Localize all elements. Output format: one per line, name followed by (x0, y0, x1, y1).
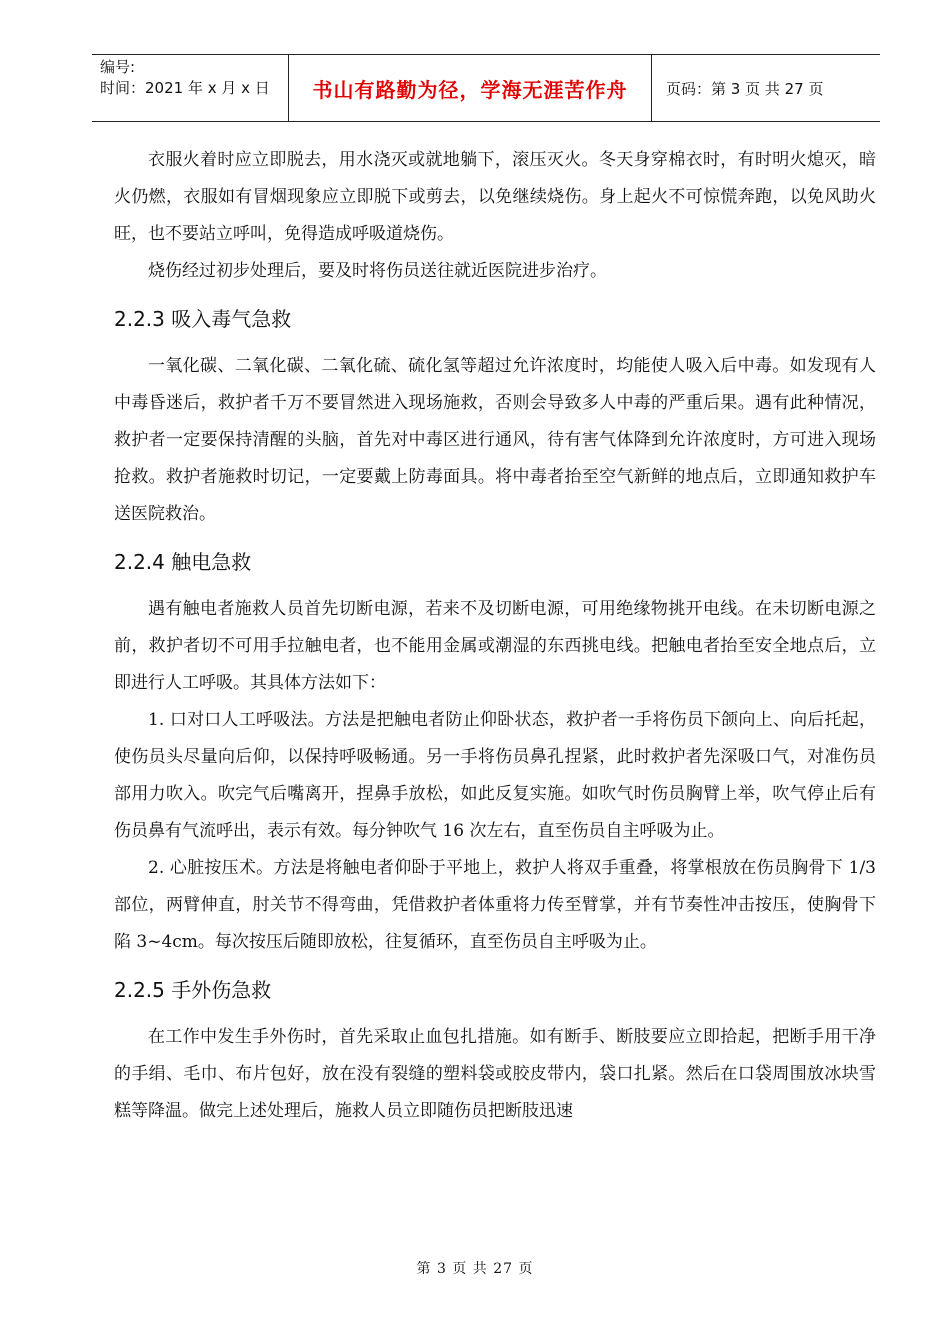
header-meta (92, 55, 288, 121)
document-number-label: 编号: (100, 58, 136, 76)
page-header (92, 54, 880, 122)
header-motto: 书山有路勤为径，学海无涯苦作舟 (312, 77, 628, 102)
header-motto-cell (288, 55, 652, 121)
section-heading-2-2-5: 2.2.5 手外伤急救 (114, 978, 272, 1002)
header-page-info-cell (652, 55, 880, 121)
paragraph: 2. 心脏按压术。方法是将触电者仰卧于平地上，救护人将双手重叠，将掌根放在伤员胸骨下 1/3 部位，两臂伸直，肘关节不得弯曲，凭借救护者体重将力传至臂掌，并有节奏性冲击按压，使胸骨下陷 3~4cm。每次按压后随即放松，往复循环，直至伤员自主呼吸为止。 (114, 858, 876, 952)
paragraph: 一氧化碳、二氧化碳、二氧化硫、硫化氢等超过允许浓度时，均能使人吸入后中毒。如发现有人中毒昏迷后，救护者千万不要冒然进入现场施救，否则会导致多人中毒的严重后果。遇有此种情况，救护者一定要保持清醒的头脑，首先对中毒区进行通风，待有害气体降到允许浓度时，方可进入现场抢救。救护者施救时切记，一定要戴上防毒面具。将中毒者抬至空气新鲜的地点后，立即通知救护车送医院救治。 (114, 356, 876, 524)
paragraph: 在工作中发生手外伤时，首先采取止血包扎措施。如有断手、断肢要应立即拾起，把断手用干净的手绢、毛巾、布片包好，放在没有裂缝的塑料袋或胶皮带内，袋口扎紧。然后在口袋周围放冰块雪糕等降温。做完上述处理后，施救人员立即随伤员把断肢迅速 (114, 1027, 876, 1121)
section-heading-2-2-3: 2.2.3 吸入毒气急救 (114, 307, 292, 331)
document-date: 时间：2021 年 x 月 x 日 (100, 79, 270, 97)
paragraph: 1. 口对口人工呼吸法。方法是把触电者防止仰卧状态，救护者一手将伤员下颌向上、向后托起，使伤员头尽量向后仰，以保持呼吸畅通。另一手将伤员鼻孔捏紧，此时救护者先深吸口气，对准伤员部用力吹入。吹完气后嘴离开，捏鼻手放松，如此反复实施。如吹气时伤员胸臂上举，吹气停止后有伤员鼻有气流呼出，表示有效。每分钟吹气 16 次左右，直至伤员自主呼吸为止。 (114, 710, 876, 841)
document-body (114, 142, 876, 1130)
paragraph: 烧伤经过初步处理后，要及时将伤员送往就近医院进步治疗。 (148, 261, 607, 281)
section-heading-2-2-4: 2.2.4 触电急救 (114, 550, 252, 574)
paragraph: 遇有触电者施救人员首先切断电源，若来不及切断电源，可用绝缘物挑开电线。在未切断电源之前，救护者切不可用手拉触电者，也不能用金属或潮湿的东西挑电线。把触电者抬至安全地点后，立即进行人工呼吸。其具体方法如下： (114, 599, 876, 693)
paragraph: 衣服火着时应立即脱去，用水浇灭或就地躺下，滚压灭火。冬天身穿棉衣时，有时明火熄灭，暗火仍燃，衣服如有冒烟现象应立即脱下或剪去，以免继续烧伤。身上起火不可惊慌奔跑，以免风助火旺，也不要站立呼叫，免得造成呼吸道烧伤。 (114, 150, 876, 244)
page-footer: 第 3 页 共 27 页 (416, 1261, 534, 1277)
header-page-info: 页码：第 3 页 共 27 页 (666, 79, 824, 98)
